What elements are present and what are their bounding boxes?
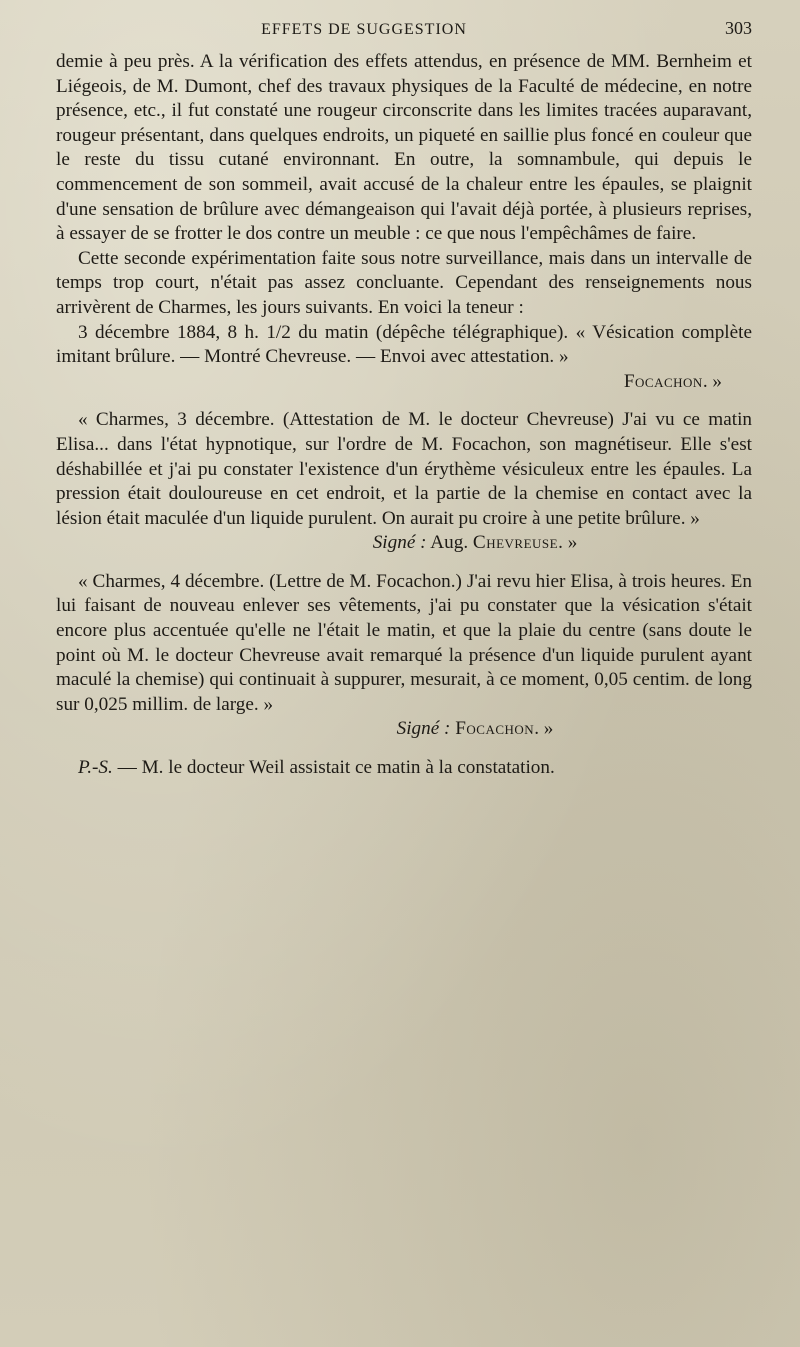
page-number: 303 [725,18,752,38]
signature-close: . » [702,370,722,392]
running-head: EFFETS DE SUGGESTION [261,21,467,38]
signature-name: Focachon [455,718,535,740]
signature-close: . » [558,532,578,554]
signature-label: Signé : [396,718,451,740]
signature-chevreuse [56,531,752,556]
signature-prefix: Aug. [426,532,473,554]
signature-name: Chevreuse [472,532,559,554]
paragraph-attestation-chevreuse: « Charmes, 3 décembre. (Attestation de M. le docteur Chevreuse) J'ai vu ce matin Elisa... dans l'état hypnotique, sur l'ordre de M. Focachon, son magnétiseur. Elle s'est déshabillée et j'ai pu constater l'existence d'un érythème vésiculeux entre les épaules. La pression était douloureuse en cet endroit, et la partie de la chemise en contact avec la lésion était maculée d'un liquide purulent. On aurait pu croire à une petite brûlure. » [56,409,752,529]
paragraph-continuation: demie à peu près. A la vérification des effets attendus, en présence de MM. Bernheim et Liégeois, de M. Dumont, chef des travaux physiques de la Faculté de médecine, en notre présence, etc., il fut constaté une rougeur circonscrite dans les limites tracées auparavant, rougeur présentant, dans quelques endroits, un piqueté en saillie plus foncé en couleur que le reste du tissu cutané environnant. En outre, la somnambule, qui depuis le commencement de son sommeil, avait accusé de la chaleur entre les épaules, se plaignit d'une sensation de brûlure avec démangeaison qui l'avait déjà portée, à plusieurs reprises, à essayer de se frotter le dos contre un meuble : ce que nous l'empêchâmes de faire. [56,51,752,245]
signature-close: . » [534,718,554,740]
page-header [56,16,752,42]
postscript-text: — M. le docteur Weil assistait ce matin à la constatation. [112,757,555,779]
postscript-label: P.-S. [78,757,113,779]
paragraph-telegram: 3 décembre 1884, 8 h. 1/2 du matin (dépêche télégraphique). « Vésication complète imitant brûlure. — Montré Chevreuse. — Envoi avec attestation. » [56,321,752,368]
paragraph-postscript [56,756,752,781]
signature-label: Signé : [372,532,427,554]
signature-focachon-telegram [56,370,752,395]
signature-name: Focachon [623,370,703,392]
spacer [56,394,752,408]
paragraph-second-experiment: Cette seconde expérimentation faite sous notre surveillance, mais dans un intervalle de temps trop court, n'était pas assez concluante. Cependant des renseignements nous arrivèrent de Charmes, les jours suivants. En voici la teneur : [56,247,752,318]
spacer [56,556,752,570]
spacer [56,742,752,756]
signature-focachon-letter [56,717,752,742]
paragraph-letter-focachon: « Charmes, 4 décembre. (Lettre de M. Focachon.) J'ai revu hier Elisa, à trois heures. En lui faisant de nouveau enlever ses vêtements, j'ai pu constater que la vésication s'était encore plus accentuée qu'elle ne l'était le matin, et que la plaie du centre (sans doute le point où M. le docteur Chevreuse avait remarqué la présence d'un liquide purulent ayant maculé la chemise) qui continuait à suppurer, mesurait, à ce moment, 0,05 centim. de long sur 0,025 millim. de large. » [56,570,752,715]
